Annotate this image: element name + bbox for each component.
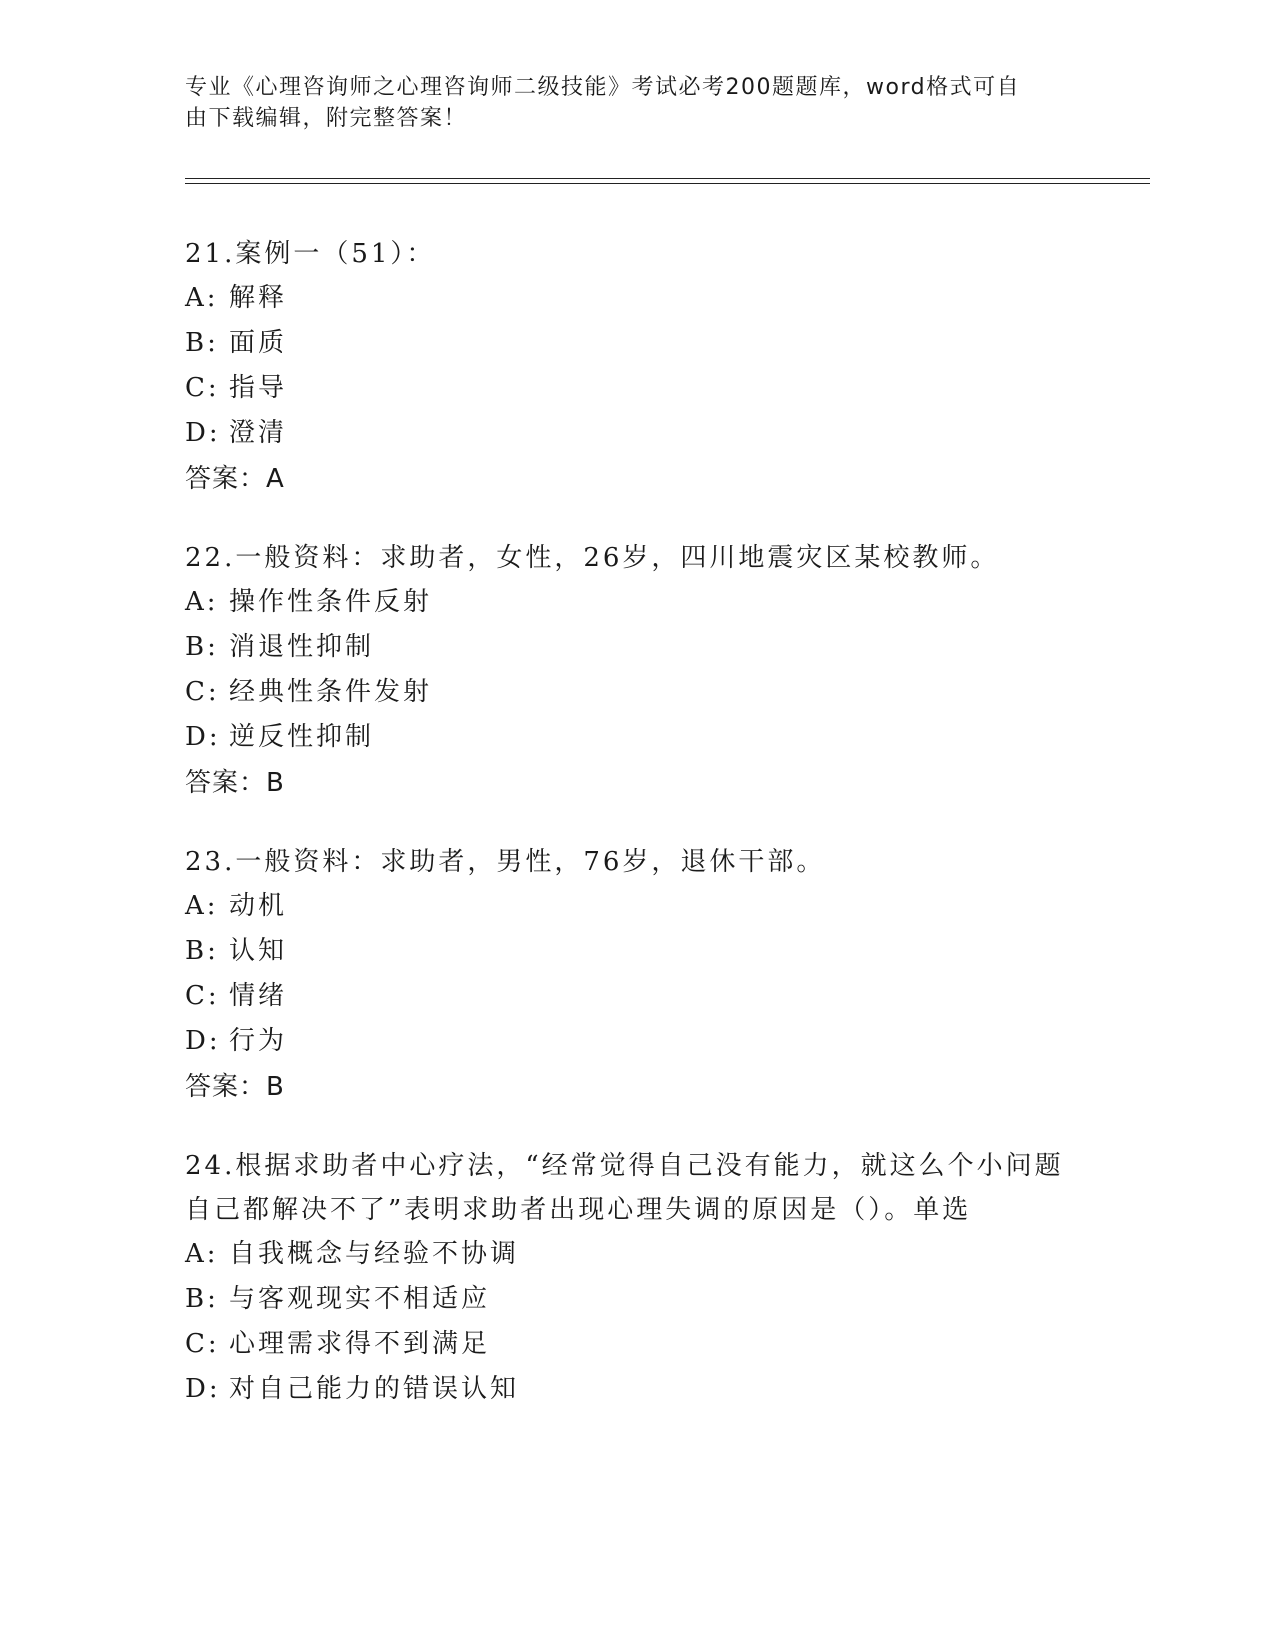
option-letter: B:	[185, 1284, 219, 1314]
option-text: 动机	[229, 891, 288, 921]
option-b	[185, 1277, 1085, 1322]
option-text: 面质	[229, 328, 288, 358]
document-header	[185, 72, 1085, 134]
question-title: 21.案例一（51）：	[185, 239, 436, 269]
option-letter: B:	[185, 632, 219, 662]
header-line-2: 由下载编辑，附完整答案！	[185, 106, 468, 131]
option-a	[185, 580, 1085, 625]
question-22	[185, 536, 1085, 806]
question-23	[185, 840, 1085, 1110]
option-c	[185, 366, 1085, 411]
option-text: 情绪	[229, 981, 288, 1011]
question-21	[185, 232, 1085, 502]
option-d	[185, 715, 1085, 760]
option-text: 消退性抑制	[229, 632, 375, 662]
option-text: 行为	[229, 1026, 288, 1056]
option-d	[185, 1019, 1085, 1064]
option-text: 与客观现实不相适应	[229, 1284, 491, 1314]
option-letter: A:	[185, 283, 219, 313]
option-text: 自我概念与经验不协调	[229, 1239, 520, 1269]
option-text: 经典性条件发射	[229, 677, 433, 707]
option-text: 指导	[229, 373, 288, 403]
option-letter: A:	[185, 891, 219, 921]
option-text: 认知	[229, 936, 288, 966]
header-line-1: 专业《心理咨询师之心理咨询师二级技能》考试必考200题题库，word格式可自	[185, 75, 1021, 100]
option-letter: D:	[185, 418, 221, 448]
answer-line: 答案：B	[185, 1072, 285, 1102]
option-text: 逆反性抑制	[229, 722, 375, 752]
option-a	[185, 276, 1085, 321]
question-title: 22.一般资料：求助者，女性，26岁，四川地震灾区某校教师。	[185, 543, 1000, 573]
option-b	[185, 321, 1085, 366]
option-c	[185, 1322, 1085, 1367]
option-letter: D:	[185, 1374, 221, 1404]
option-letter: C:	[185, 1329, 220, 1359]
question-title: 23.一般资料：求助者，男性，76岁，退休干部。	[185, 847, 826, 877]
option-b	[185, 625, 1085, 670]
answer-line: 答案：A	[185, 464, 285, 494]
header-divider-bottom	[185, 183, 1150, 184]
header-divider-top	[185, 178, 1150, 179]
option-letter: B:	[185, 328, 219, 358]
option-letter: C:	[185, 981, 220, 1011]
option-letter: B:	[185, 936, 219, 966]
option-d	[185, 411, 1085, 456]
option-letter: C:	[185, 373, 220, 403]
answer-line: 答案：B	[185, 768, 285, 798]
option-text: 对自己能力的错误认知	[229, 1374, 520, 1404]
question-24	[185, 1144, 1085, 1412]
option-b	[185, 929, 1085, 974]
option-c	[185, 670, 1085, 715]
option-a	[185, 1232, 1085, 1277]
option-letter: A:	[185, 587, 219, 617]
option-a	[185, 884, 1085, 929]
option-letter: D:	[185, 722, 221, 752]
option-letter: C:	[185, 677, 220, 707]
question-list	[185, 232, 1085, 1446]
option-letter: D:	[185, 1026, 221, 1056]
option-text: 心理需求得不到满足	[229, 1329, 491, 1359]
option-text: 解释	[229, 283, 288, 313]
option-d	[185, 1367, 1085, 1412]
option-letter: A:	[185, 1239, 219, 1269]
option-text: 澄清	[229, 418, 288, 448]
option-text: 操作性条件反射	[229, 587, 433, 617]
question-title: 24.根据求助者中心疗法，“经常觉得自己没有能力，就这么个小问题自己都解决不了”表明求助者出现心理失调的原因是（）。单选	[185, 1151, 1064, 1225]
option-c	[185, 974, 1085, 1019]
